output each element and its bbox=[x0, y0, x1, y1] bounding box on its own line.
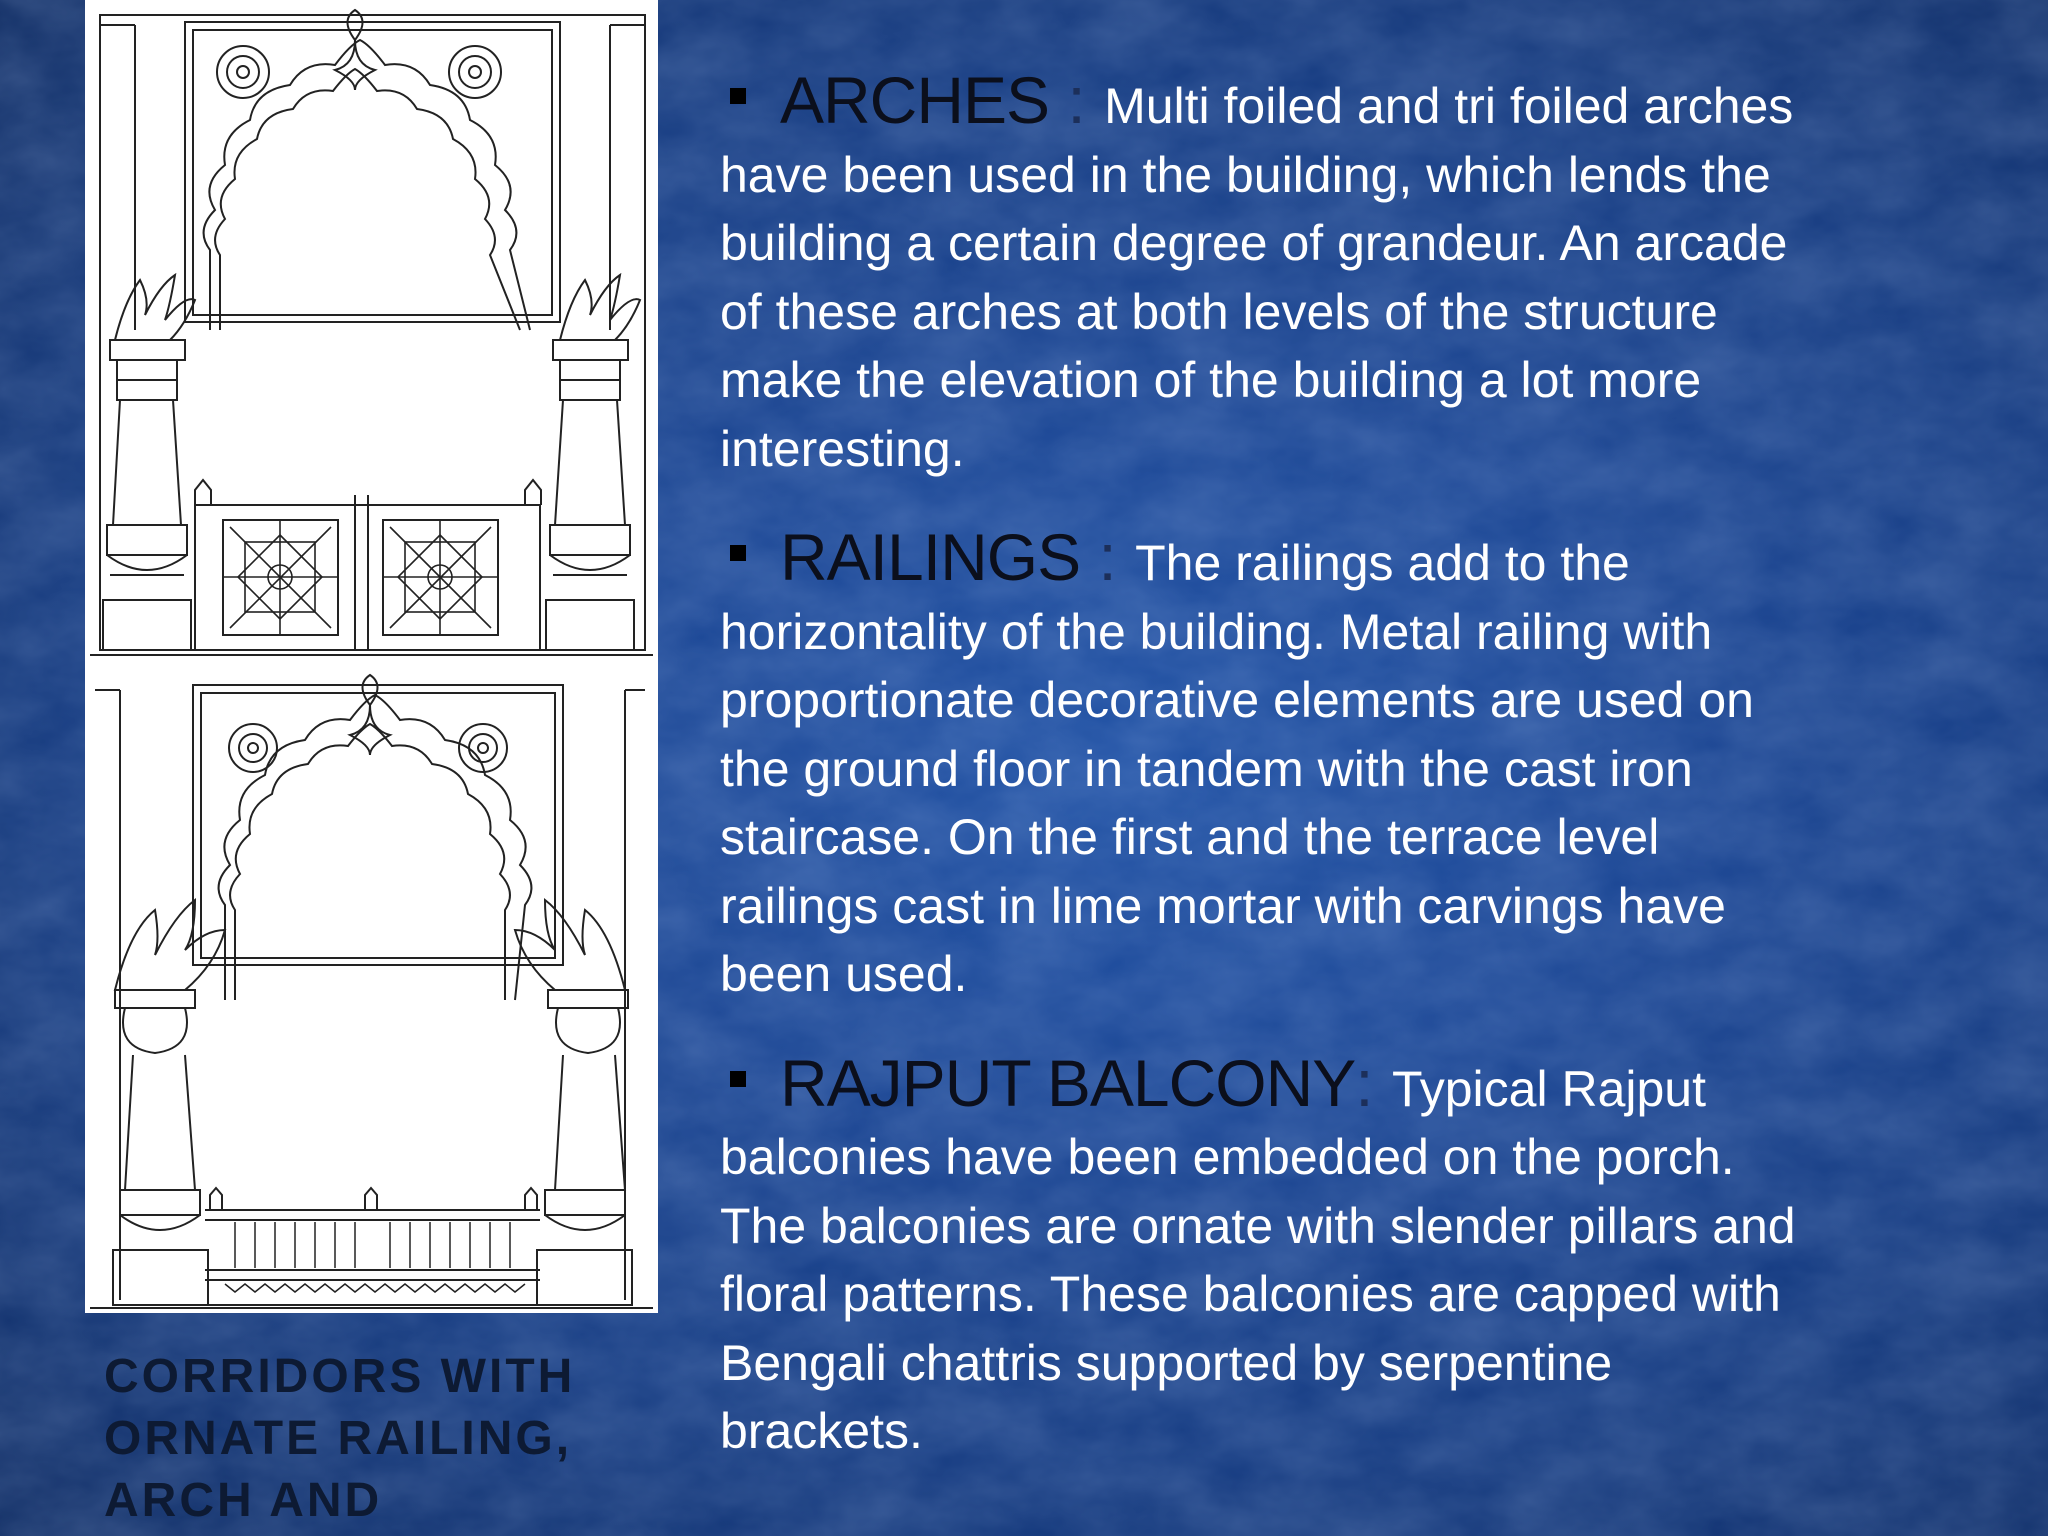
body-line: proportionate decorative elements are used on bbox=[720, 672, 1754, 728]
body-line: been used. bbox=[720, 946, 968, 1002]
body-line: staircase. On the first and the terrace level bbox=[720, 809, 1660, 865]
heading-separator: : bbox=[1355, 1045, 1392, 1120]
caption-line: ORNATE RAILING, bbox=[104, 1412, 573, 1465]
body-line: Bengali chattris supported by serpentine bbox=[720, 1334, 1613, 1391]
bullet-item-railings bbox=[720, 520, 1970, 1009]
body-line: The balconies are ornate with slender pillars and bbox=[720, 1197, 1796, 1254]
bullet-heading: RAILINGS bbox=[780, 520, 1081, 594]
arch-drawing-figure bbox=[85, 0, 658, 1313]
body-line: brackets. bbox=[720, 1403, 923, 1459]
body-line: The railings add to the bbox=[1135, 535, 1630, 591]
body-line: the ground floor in tandem with the cast iron bbox=[720, 740, 1693, 797]
arch-drawing bbox=[85, 0, 658, 1313]
body-line: have been used in the building, which lends the bbox=[720, 146, 1771, 203]
body-line: building a certain degree of grandeur. An arcade bbox=[720, 215, 1788, 271]
body-line: interesting. bbox=[720, 420, 965, 477]
body-line: floral patterns. These balconies are capped with bbox=[720, 1266, 1781, 1322]
first-line bbox=[720, 1045, 1970, 1124]
body-line: balconies have been embedded on the porch. bbox=[720, 1129, 1735, 1185]
body-line: horizontality of the building. Metal railing with bbox=[720, 603, 1713, 660]
bullet-heading: ARCHES bbox=[780, 63, 1050, 137]
body-line: of these arches at both levels of the structure bbox=[720, 283, 1718, 340]
body-line: Typical Rajput bbox=[1391, 1060, 1706, 1117]
square-bullet-icon bbox=[730, 545, 746, 561]
body-line: make the elevation of the building a lot more bbox=[720, 352, 1702, 408]
bullet-item-rajput-balcony bbox=[720, 1045, 1970, 1466]
caption-line: ARCH AND bbox=[104, 1474, 383, 1527]
square-bullet-icon bbox=[730, 88, 746, 104]
heading-separator: : bbox=[1080, 520, 1136, 594]
body-line: railings cast in lime mortar with carvings have bbox=[720, 877, 1726, 934]
figure-caption bbox=[104, 1346, 664, 1532]
body-line: Multi foiled and tri foiled arches bbox=[1104, 78, 1794, 134]
square-bullet-icon bbox=[730, 1071, 746, 1087]
bullet-heading: RAJPUT BALCONY bbox=[780, 1045, 1356, 1120]
bullet-list bbox=[720, 63, 1970, 1506]
heading-separator: : bbox=[1049, 63, 1105, 137]
bullet-item-arches bbox=[720, 63, 1970, 483]
first-line bbox=[720, 520, 1970, 598]
caption-line: CORRIDORS WITH bbox=[104, 1350, 576, 1403]
first-line bbox=[720, 63, 1970, 141]
